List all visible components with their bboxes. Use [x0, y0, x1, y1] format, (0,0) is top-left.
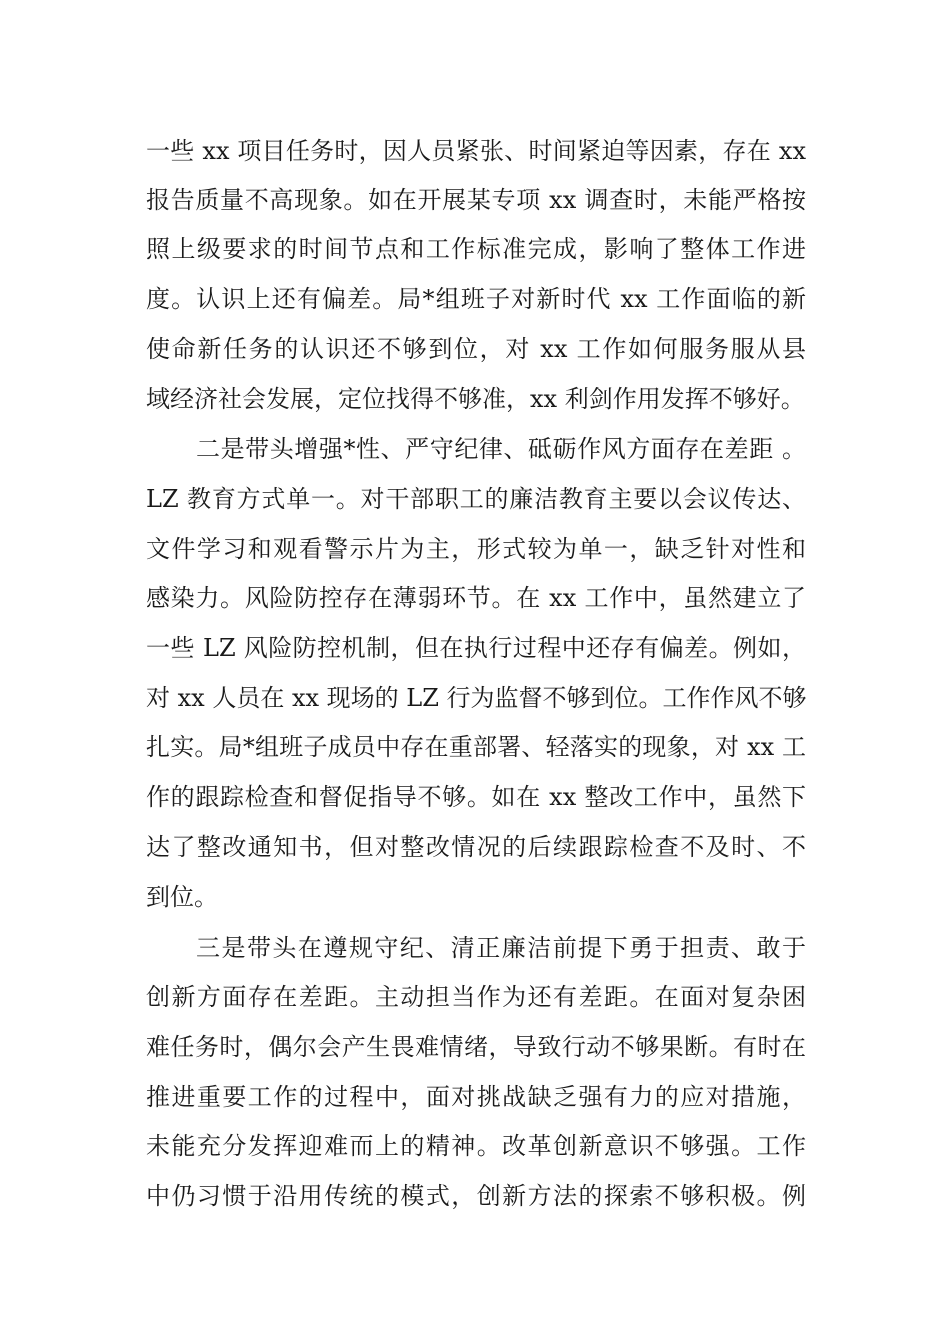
text-line: LZ 教育方式单一。对干部职工的廉洁教育主要以会议传达、 — [146, 485, 806, 513]
text-line: 使命新任务的认识还不够到位，对 xx 工作如何服务服从县 — [146, 335, 806, 363]
text-line: 到位。 — [146, 883, 218, 911]
text-line: 度。认识上还有偏差。局*组班子对新时代 xx 工作面临的新 — [146, 285, 806, 313]
text-line: 作的跟踪检查和督促指导不够。如在 xx 整改工作中，虽然下 — [146, 783, 806, 811]
text-line: 达了整改通知书，但对整改情况的后续跟踪检查不及时、不 — [146, 833, 806, 861]
text-line: 一些 xx 项目任务时，因人员紧张、时间紧迫等因素，存在 xx — [146, 137, 806, 165]
text-line: 报告质量不高现象。如在开展某专项 xx 调查时，未能严格按 — [146, 186, 806, 214]
text-line: 难任务时，偶尔会产生畏难情绪，导致行动不够果断。有时在 — [146, 1033, 806, 1061]
text-line: 推进重要工作的过程中，面对挑战缺乏强有力的应对措施， — [146, 1083, 806, 1111]
text-line: 文件学习和观看警示片为主，形式较为单一，缺乏针对性和 — [146, 535, 806, 563]
paragraph-heading: 二是带头增强*性、严守纪律、砥砺作风方面存在差距 。 — [196, 435, 806, 463]
text-line: 创新方面存在差距。主动担当作为还有差距。在面对复杂困 — [146, 983, 806, 1011]
paragraph-heading: 三是带头在遵规守纪、清正廉洁前提下勇于担责、敢于 — [196, 934, 806, 962]
text-line: 照上级要求的时间节点和工作标准完成，影响了整体工作进 — [146, 235, 806, 263]
text-line: 一些 LZ 风险防控机制，但在执行过程中还存有偏差。例如， — [146, 634, 806, 662]
text-line: 扎实。局*组班子成员中存在重部署、轻落实的现象，对 xx 工 — [146, 733, 806, 761]
text-line: 中仍习惯于沿用传统的模式，创新方法的探索不够积极。例 — [146, 1182, 806, 1210]
text-line: 域经济社会发展，定位找得不够准，xx 利剑作用发挥不够好。 — [146, 385, 805, 413]
text-line: 未能充分发挥迎难而上的精神。改革创新意识不够强。工作 — [146, 1132, 806, 1160]
text-line: 对 xx 人员在 xx 现场的 LZ 行为监督不够到位。工作作风不够 — [146, 684, 807, 712]
text-line: 感染力。风险防控存在薄弱环节。在 xx 工作中，虽然建立了 — [146, 584, 806, 612]
